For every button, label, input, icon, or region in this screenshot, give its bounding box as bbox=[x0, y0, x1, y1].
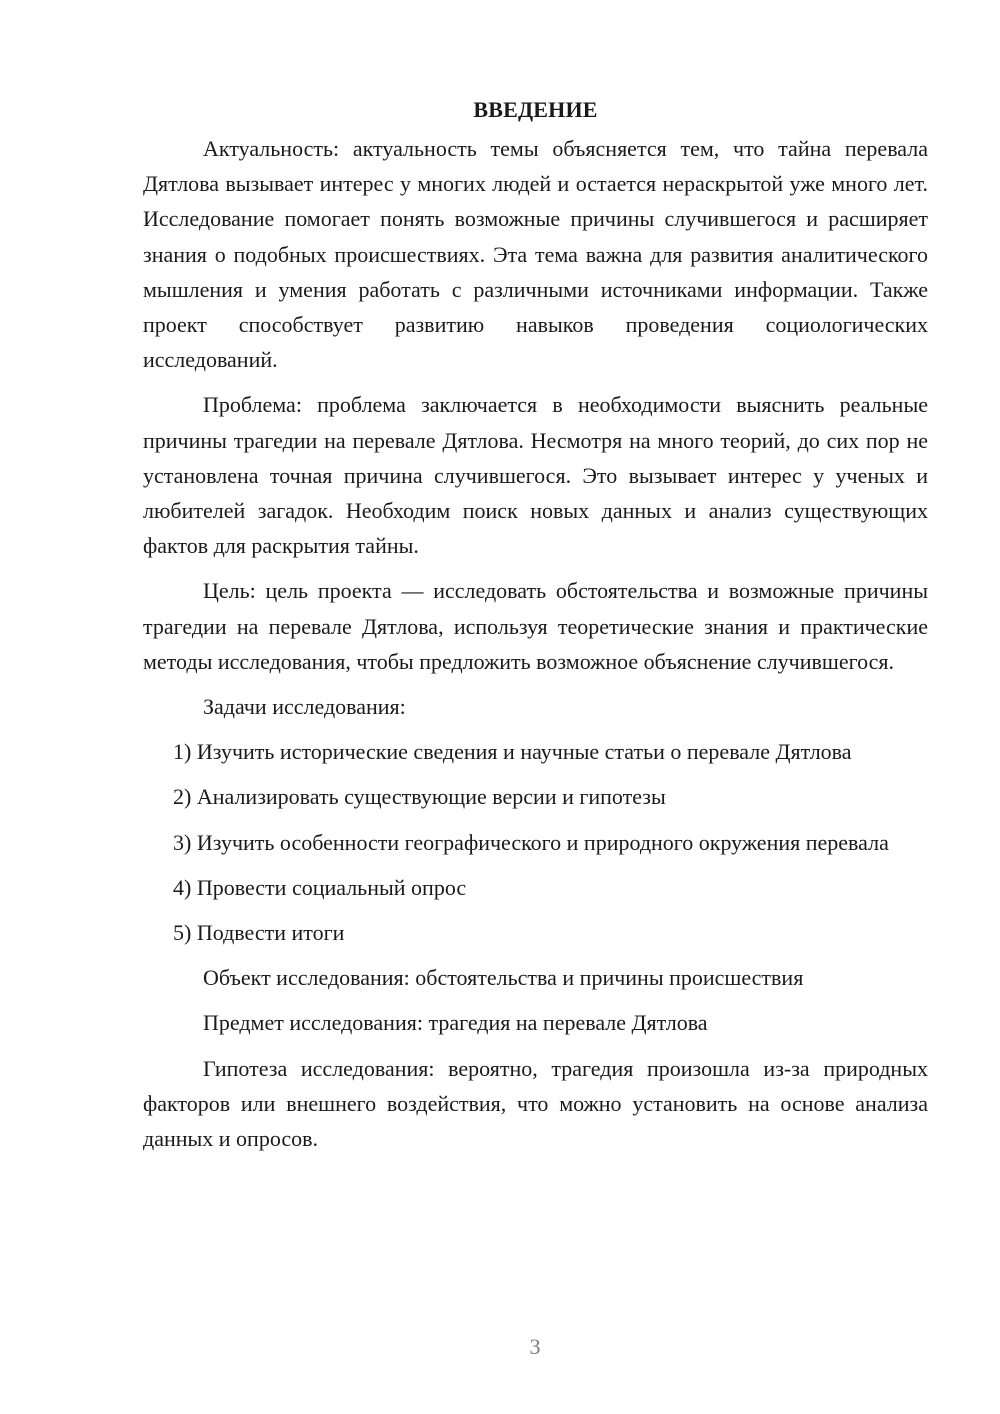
task-item: 1) Изучить исторические сведения и научные статьи о перевале Дятлова bbox=[173, 739, 852, 765]
page-number: 3 bbox=[529, 1334, 541, 1359]
object-paragraph: Объект исследования: обстоятельства и причины происшествия bbox=[203, 965, 804, 991]
tasks-title: Задачи исследования: bbox=[203, 694, 406, 720]
section-heading: ВВЕДЕНИЕ bbox=[473, 97, 598, 122]
task-item: 3) Изучить особенности географического и природного окружения перевала bbox=[173, 829, 889, 855]
hypothesis-paragraph: Гипотеза исследования: вероятно, трагедия произошла из-за природных факторов или внешнего воздействия, что можно установить на основе анализа данных и опросов. bbox=[143, 1055, 928, 1152]
problem-paragraph: Проблема: проблема заключается в необходимости выяснить реальные причины трагедии на перевале Дятлова. Несмотря на много теорий, до сих пор не установлена точная причина случившегося. Это вызывает интерес у ученых и любителей загадок. Необходим поиск новых данных и анализ существующих фактов для раскрытия тайны. bbox=[143, 392, 928, 559]
task-item: 4) Провести социальный опрос bbox=[173, 874, 467, 900]
document-page bbox=[143, 92, 928, 1166]
relevance-paragraph: Актуальность: актуальность темы объясняется тем, что тайна перевала Дятлова вызывает интерес у многих людей и остается нераскрытой уже много лет. Исследование помогает понять возможные причины случившегося и расширяет знания о подобных происшествиях. Эта тема важна для развития аналитического мышления и умения работать с различными источниками информации. Также проект способствует развитию навыков проведения социологических исследований. bbox=[143, 136, 928, 373]
subject-paragraph: Предмет исследования: трагедия на перевале Дятлова bbox=[203, 1010, 708, 1036]
task-item: 2) Анализировать существующие версии и гипотезы bbox=[173, 784, 666, 810]
goal-paragraph: Цель: цель проекта — исследовать обстоятельства и возможные причины трагедии на перевале Дятлова, используя теоретические знания и практические методы исследования, чтобы предложить возможное объяснение случившегося. bbox=[143, 578, 928, 674]
task-item: 5) Подвести итоги bbox=[173, 920, 345, 946]
